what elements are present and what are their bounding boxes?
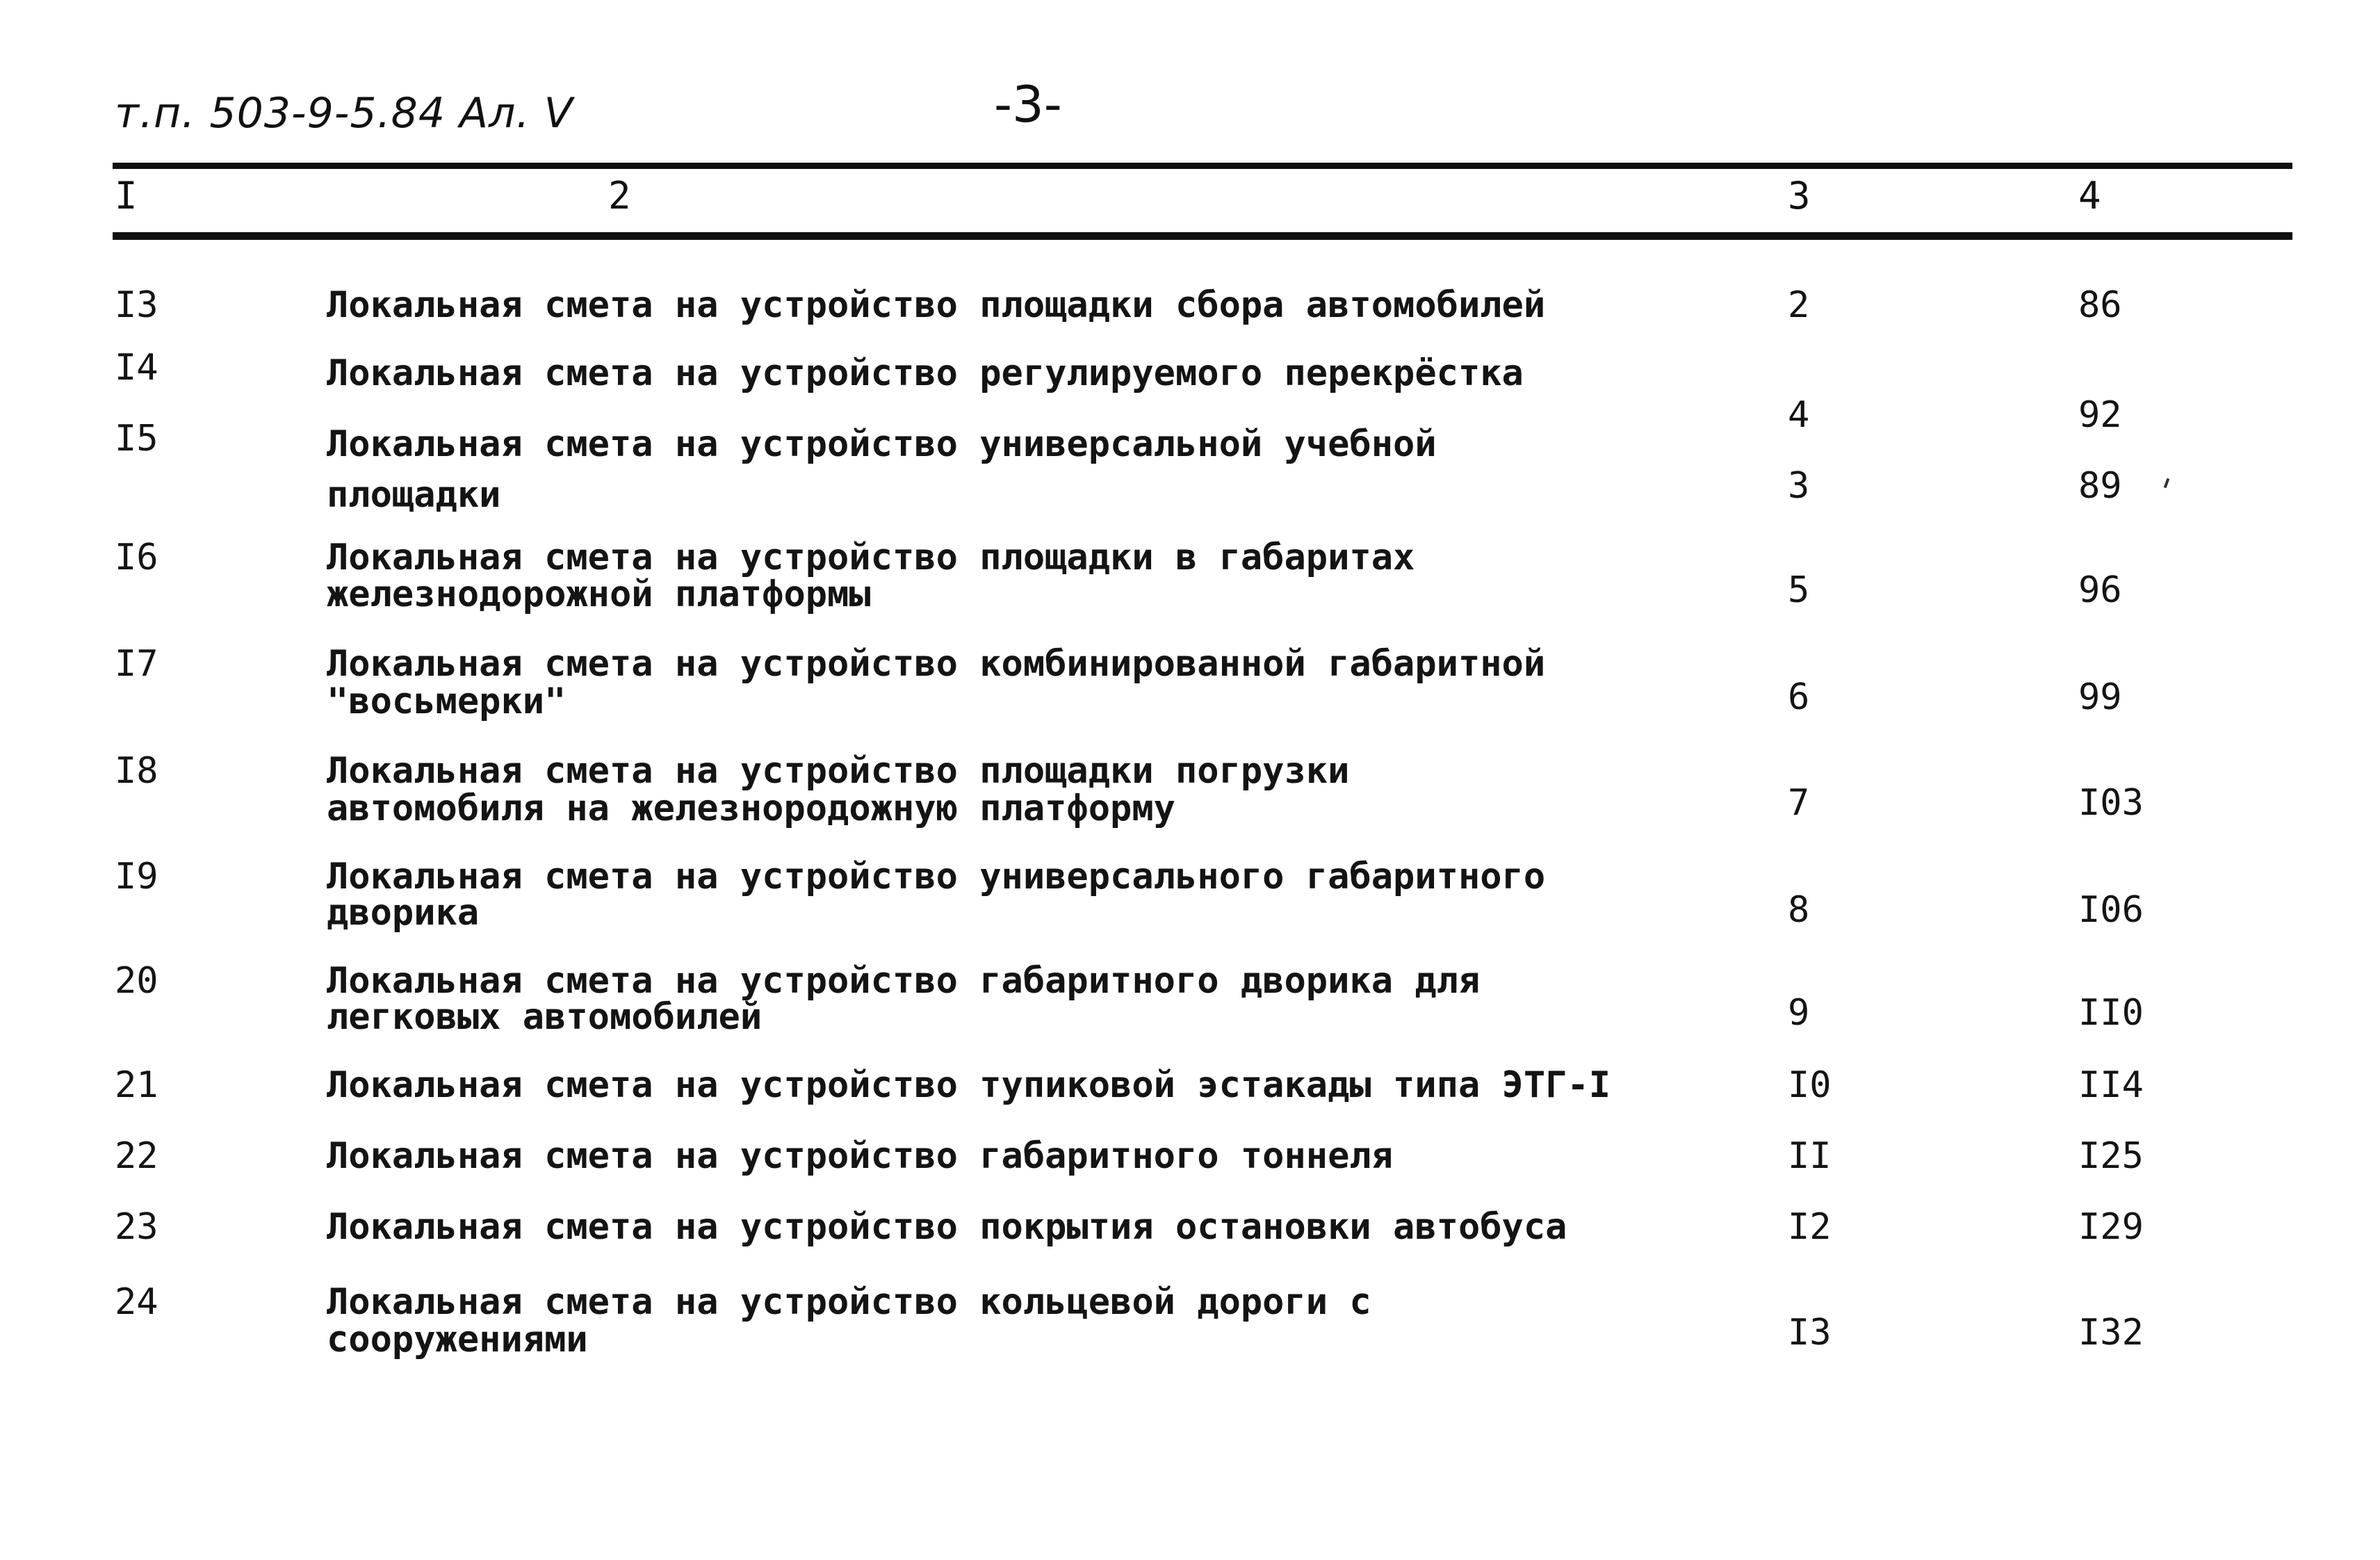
row-title-line-1: Локальная смета на устройство кольцевой дороги с [327,1281,1371,1323]
row-number: I4 [115,347,158,389]
row-title-line-2: автомобиля на железнородожную платформу [327,788,1175,829]
pen-tick-mark [2164,478,2170,489]
row-title-line-2: сооружениями [327,1319,588,1360]
row-col4: 89 [2078,465,2122,507]
row-col3: I0 [1788,1064,1832,1106]
row-col3: 5 [1788,569,1810,611]
row-col3: I2 [1788,1206,1832,1248]
row-number: I9 [115,856,158,897]
row-col3: 7 [1788,782,1810,824]
row-col3: 6 [1788,676,1810,718]
column-header-3: 3 [1788,174,1811,218]
row-col3: 3 [1788,465,1810,507]
row-number: I5 [115,418,158,460]
column-header-1: I [115,174,138,218]
row-number: I7 [115,643,158,685]
row-title: Локальная смета на устройство площадки сбора автомобилей [327,284,1546,326]
row-col4: I32 [2078,1312,2144,1354]
table-top-rule [113,163,2292,169]
row-number: 23 [115,1206,158,1248]
row-number: 22 [115,1135,158,1177]
row-col4: I06 [2078,889,2144,931]
row-number: 21 [115,1064,158,1106]
column-header-4: 4 [2078,174,2101,218]
row-title-line-2: легковых автомобилей [327,996,763,1038]
row-title: Локальная смета на устройство тупиковой эстакады типа ЭТГ-I [327,1064,1611,1106]
row-title-line-1: Локальная смета на устройство площадки в габаритах [327,537,1415,578]
row-col4: I25 [2078,1135,2144,1177]
row-col3: I3 [1788,1312,1832,1354]
row-number: 24 [115,1281,158,1323]
row-title-line-1: Локальная смета на устройство универсального габаритного [327,856,1546,897]
row-title: Локальная смета на устройство габаритного тоннеля [327,1135,1394,1177]
row-title-line-2: железнодорожной платформы [327,574,871,615]
row-title: Локальная смета на устройство покрытия остановки автобуса [327,1206,1567,1248]
row-number: 20 [115,960,158,1002]
row-col4: II0 [2078,992,2144,1034]
row-col4: 99 [2078,676,2122,718]
column-header-2: 2 [608,174,631,218]
row-col4: II4 [2078,1064,2144,1106]
row-title-line-1: Локальная смета на устройство комбинированной габаритной [327,643,1546,685]
row-col4: I03 [2078,782,2144,824]
row-title-line-1: Локальная смета на устройство габаритного дворика для [327,960,1481,1002]
row-title-line-2: дворика [327,892,480,934]
row-title-line-2: площадки [327,474,501,516]
row-title-line-2: "восьмерки" [327,681,567,722]
row-number: I6 [115,537,158,578]
page-number: -3- [994,75,1062,133]
row-title-line-1: Локальная смета на устройство универсальной учебной [327,423,1437,465]
row-col4: 96 [2078,569,2122,611]
row-col3: II [1788,1135,1832,1177]
row-number: I8 [115,750,158,792]
document-reference: т.п. 503-9-5.84 Ал. V [115,89,573,138]
row-col3: 8 [1788,889,1810,931]
row-number: I3 [115,284,158,326]
row-title: Локальная смета на устройство регулируемого перекрёстка [327,352,1524,394]
row-col3: 9 [1788,992,1810,1034]
row-col4: I29 [2078,1206,2144,1248]
row-col4-upper: 92 [2078,394,2122,436]
table-header-rule [113,232,2292,240]
row-title-line-1: Локальная смета на устройство площадки погрузки [327,750,1350,792]
row-col4: 86 [2078,284,2122,326]
row-col3: 2 [1788,284,1810,326]
row-col3-upper: 4 [1788,394,1810,436]
